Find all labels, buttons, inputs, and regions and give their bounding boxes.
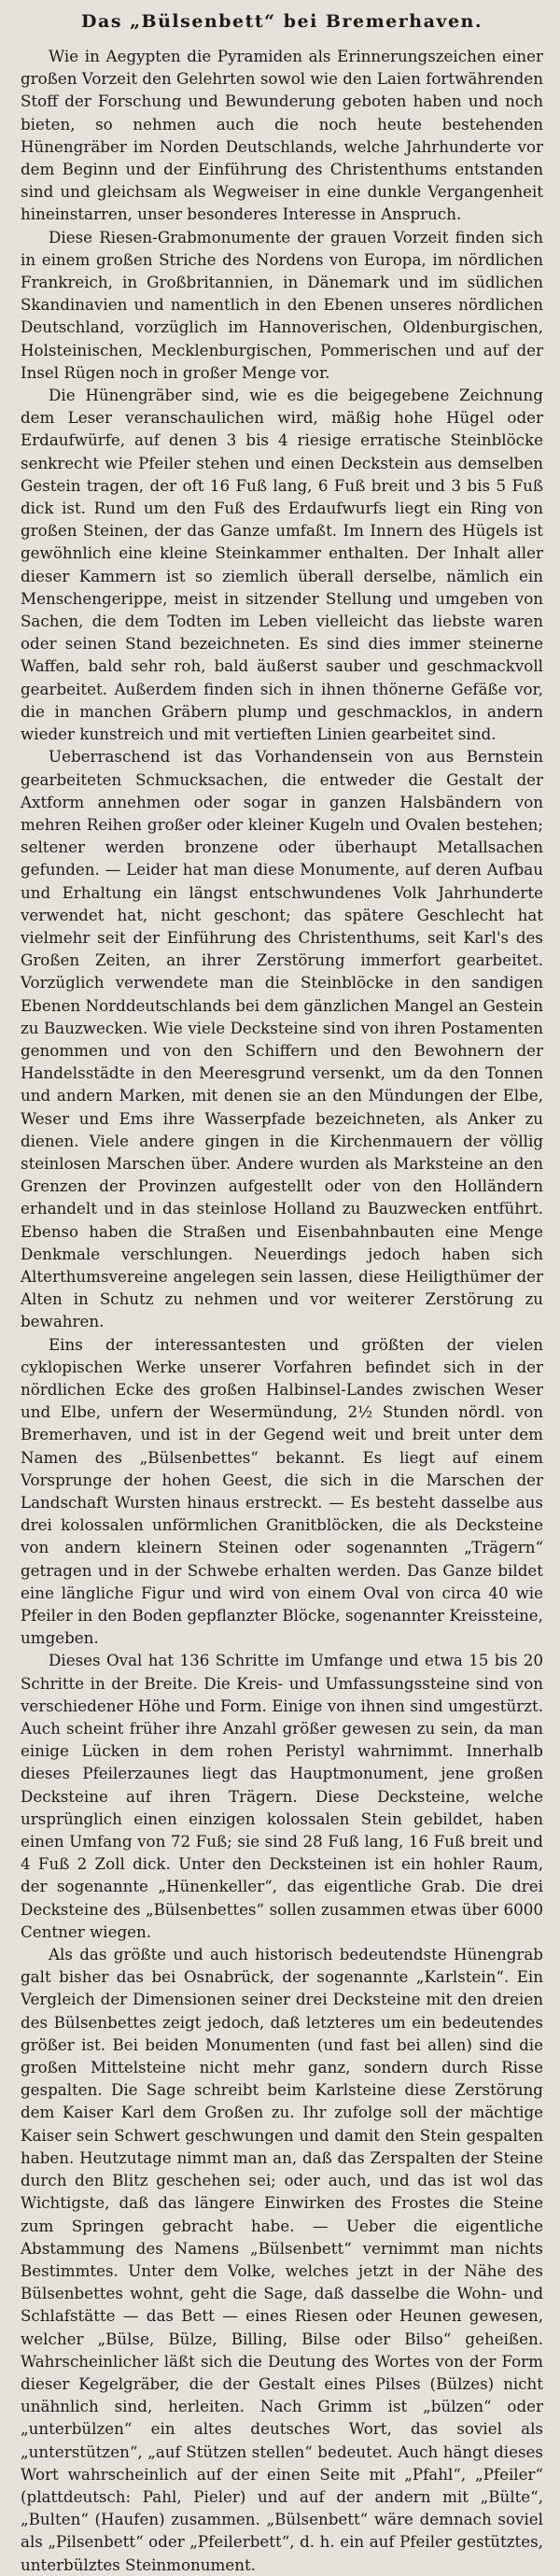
paragraph-5: Eins der interessantesten und größten der vielen cyklopischen Werke unserer Vorfahren befindet sich in der nördlichen Ecke des großen Halbinsel-Landes zwischen Weser und Elbe, unfern der Wesermündung, 2½ Stunden nördl. von Bremerhaven, und ist in der Gegend weit und breit unter dem Namen des „Bülsenbettes“ bekannt. Es liegt auf einem Vorsprunge der hohen Geest, die sich in die Marschen der Landschaft Wursten hinaus erstreckt. — Es besteht dasselbe aus drei kolossalen unförmlichen Granitblöcken, die als Decksteine von andern kleinern Steinen oder sogenannten „Trägern“ getragen und in der Schwebe erhalten werden. Das Ganze bildet eine längliche Figur und wird von einem Oval von circa 40 wie Pfeiler in den Boden gepflanzter Blöcke, sogenannter Kreissteine, umgeben. — [21, 1334, 543, 1648]
paragraph-3: Die Hünengräber sind, wie es die beigegebene Zeichnung dem Leser veranschaulichen wird, mäßig hohe Hügel oder Erdaufwürfe, auf denen 3 bis 4 riesige erratische Steinblöcke senkrecht wie Pfeiler stehen und einen Deckstein aus demselben Gestein tragen, der oft 16 Fuß lang, 6 Fuß breit und 3 bis 5 Fuß dick ist. Rund um den Fuß des Erdaufwurfs liegt ein Ring von großen Steinen, der das Ganze umfaßt. Im Innern des Hügels ist gewöhnlich eine kleine Steinkammer enthalten. Der Inhalt aller dieser Kammern ist so ziemlich überall derselbe, nämlich ein Menschengerippe, meist in sitzender Stellung und umgeben von Sachen, die dem Todten im Leben vielleicht das liebste waren oder seinen Stand bezeichneten. Es sind dies immer steinerne Waffen, bald sehr roh, bald äußerst sauber und geschmackvoll gearbeitet. Außerdem finden sich in ihnen thönerne Gefäße vor, die in manchen Gräbern plump und geschmacklos, in andern wieder kunstreich und mit vertieften Linien gearbeitet sind. — [21, 386, 543, 744]
paragraph-6: Dieses Oval hat 136 Schritte im Umfange und etwa 15 bis 20 Schritte in der Breite. Die Kreis- und Umfassungssteine sind von verschiedener Höhe und Form. Einige von ihnen sind umgestürzt. Auch scheint früher ihre Anzahl größer gewesen zu sein, da man einige Lücken in dem rohen Peristyl wahrnimmt. Innerhalb dieses Pfeilerzaunes liegt das Hauptmonument, jene großen Decksteine auf ihren Trägern. Diese Decksteine, welche ursprünglich einen einzigen kolossalen Stein gebildet, haben einen Umfang von 72 Fuß; sie sind 28 Fuß lang, 16 Fuß breit und 4 Fuß 2 Zoll dick. Unter den Decksteinen ist ein hohler Raum, der sogenannte „Hünenkeller“, das eigentliche Grab. Die drei Decksteine des „Bülsenbettes“ sollen zusammen etwas über 6000 Centner wiegen. — [21, 1651, 543, 1941]
article-title: Das „Bülsenbett“ bei Bremerhaven. — [81, 11, 483, 32]
article-body — [21, 45, 543, 2576]
paragraph-1: Wie in Aegypten die Pyramiden als Erinnerungszeichen einer großen Vorzeit den Gelehrten sowol wie den Laien fortwährenden Stoff der Forschung und Bewunderung geboten haben und noch bieten, so nehmen auch die noch heute bestehenden Hünengräber im Norden Deutschlands, welche Jahrhunderte vor dem Beginn und der Einführung des Christenthums entstanden sind und gleichsam als Wegweiser in eine dunkle Vergangenheit hineinstarren, unser besonderes Interesse in Anspruch. — [21, 47, 543, 224]
paragraph-4: Ueberraschend ist das Vorhandensein von aus Bernstein gearbeiteten Schmucksachen, die entweder die Gestalt der Axtform annehmen oder sogar in ganzen Halsbändern von mehren Reihen großer oder kleiner Kugeln und Ovalen bestehen; seltener werden bronzene oder überhaupt Metallsachen gefunden. — Leider hat man diese Monumente, auf deren Aufbau und Erhaltung ein längst entschwundenes Volk Jahrhunderte verwendet hat, nicht geschont; das spätere Geschlecht hat vielmehr seit der Einführung des Christenthums, seit Karl's des Großen Zeiten, an ihrer Zerstörung immerfort gearbeitet. Vorzüglich verwendete man die Steinblöcke in den sandigen Ebenen Norddeutschlands bei dem gänzlichen Mangel an Gestein zu Bauzwecken. Wie viele Decksteine sind von ihren Postamenten genommen und von den Schiffern und den Bewohnern der Handelsstädte in den Meeresgrund versenkt, um da den Tonnen und andern Marken, mit denen sie an den Mündungen der Elbe, Weser und Ems ihre Wasserpfade bezeichneten, als Anker zu dienen. Viele andere gingen in die Kirchenmauern der völlig steinlosen Marschen über. Andere wurden als Marksteine an den Grenzen der Provinzen aufgestellt oder von den Holländern erhandelt und in das steinlose Holland zu Bauzwecken entführt. Ebenso haben die Straßen und Eisenbahnbauten eine Menge Denkmale verschlungen. Neuerdings jedoch haben sich Alterthumsvereine angelegen sein lassen, diese Heiligthümer der Alten in Schutz zu nehmen und vor weiterer Zerstörung zu bewahren. — [21, 747, 543, 1331]
paragraph-7: Als das größte und auch historisch bedeutendste Hünengrab galt bisher das bei Osnabrück, der sogenannte „Karlstein“. Ein Vergleich der Dimensionen seiner drei Decksteine mit den dreien des Bülsenbettes zeigt jedoch, daß letzteres um ein bedeutendes größer ist. Bei beiden Monumenten (und fast bei allen) sind die großen Mittelsteine nicht mehr ganz, sondern durch Risse gespalten. Die Sage schreibt beim Karlsteine diese Zerstörung dem Kaiser Karl dem Großen zu. Ihr zufolge soll der mächtige Kaiser sein Schwert geschwungen und damit den Stein gespalten haben. Heutzutage nimmt man an, daß das Zerspalten der Steine durch den Blitz geschehen sei; oder auch, und das ist wol das Wichtigste, daß das längere Einwirken des Frostes die Steine zum Springen gebracht habe. — Ueber die eigentliche Abstammung des Namens „Bülsenbett“ vernimmt man nichts Bestimmtes. Unter dem Volke, welches jetzt in der Nähe des Bülsenbettes wohnt, geht die Sage, daß dasselbe die Wohn- und Schlafstätte — das Bett — eines Riesen oder Heunen gewesen, welcher „Bülse, Bülze, Billing, Bilse oder Bilso“ geheißen. Wahrscheinlicher läßt sich die Deutung des Wortes von der Form dieser Kegelgräber, die der Gestalt eines Pilses (Bülzes) nicht unähnlich sind, herleiten. Nach Grimm ist „bülzen“ oder „unterbülzen“ ein altes deutsches Wort, das soviel als „unterstützen“, „auf Stützen stellen“ bedeutet. Auch hängt dieses Wort wahrscheinlich auf der einen Seite mit „Pfahl“, „Pfeiler“ (plattdeutsch: Pahl, Pieler) und auf der andern mit „Bülte“, „Bulten“ (Haufen) zusammen. „Bülsenbett“ wäre demnach soviel als „Pilsenbett“ oder „Pfeilerbett“, d. h. ein auf Pfeiler gestütztes, unterbülztes Steinmonument. — [21, 1945, 543, 2574]
paragraph-2: Diese Riesen-Grabmonumente der grauen Vorzeit finden sich in einem großen Striche des Nordens von Europa, im nördlichen Frankreich, in Großbritannien, in Dänemark und im südlichen Skandinavien und namentlich in den Ebenen unseres nördlichen Deutschland, vorzüglich im Hannoverischen, Oldenburgischen, Holsteinischen, Mecklenburgischen, Pommerischen und auf der Insel Rügen noch in großer Menge vor. — [21, 227, 543, 382]
